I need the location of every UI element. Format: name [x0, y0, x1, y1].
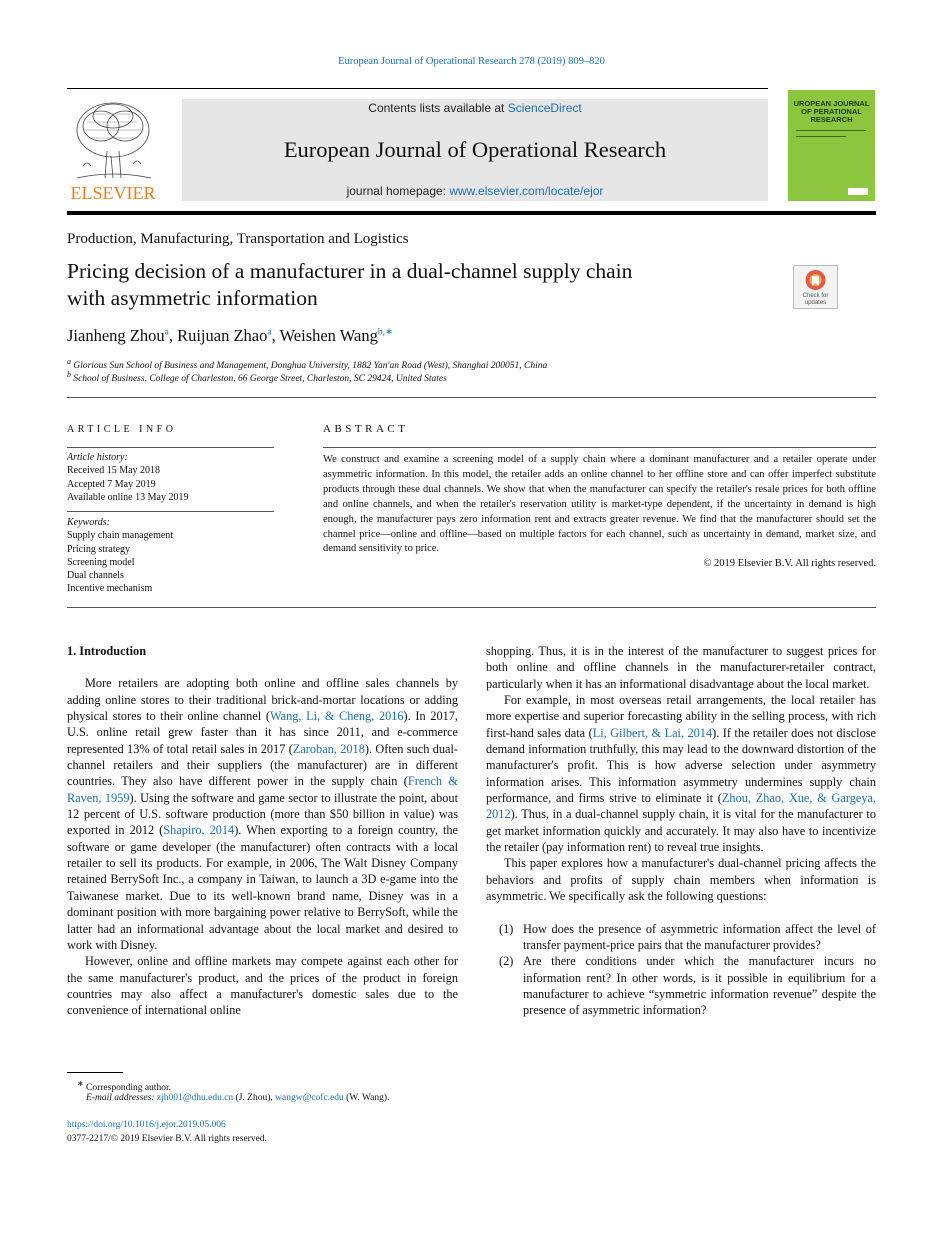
elsevier-tree-icon [67, 96, 160, 202]
elsevier-logo[interactable] [67, 96, 160, 202]
abstract-text: We construct and examine a screening model of a supply chain where a dominant manufacturer and a retailer operate under asymmetric information. In this model, the retailer adds an online channel to her offline store and can offer imperfect substitute products through these dual channels. We show that when the manufacturer can specify the retailer's resale prices for both offline and online channels, and when the retailer's reservation utility is market-type dependent, if the uncertainty in demand is high enough, the manufacturer pays zero information rent and extracts greater revenue. We find that the manufacturer should set the channel price—online and offline—based on multiple factors for each channel, such as uncertainty in demand, market size, and demand sensitivity to price. © 2019 Elsevier B.V. All rights reserved. [323, 453, 876, 572]
doi-link[interactable]: https://doi.org/10.1016/j.ejor.2019.05.006 [67, 1120, 226, 1130]
paragraph: shopping. Thus, it is in the interest of the manufacturer to suggest prices for both online and offline channels in the manufacturer-retailer contract, particularly when it has an informational disadvantage about the local market. [486, 644, 876, 691]
cover-logo [848, 188, 868, 195]
author-affiliation-link[interactable]: a [164, 327, 169, 338]
author-affiliation-link[interactable]: a [267, 327, 272, 338]
keyword: Pricing strategy [67, 543, 131, 555]
body-left-column [67, 643, 458, 1019]
homepage-link[interactable]: www.elsevier.com/locate/ejor [449, 184, 604, 198]
author-name: Ruijuan Zhao [177, 326, 268, 345]
reference-link[interactable]: French & Raven, 1959 [67, 774, 458, 805]
keyword: Screening model [67, 556, 135, 568]
keyword: Dual channels [67, 570, 124, 582]
article-title [67, 258, 767, 312]
header-rule [67, 88, 768, 89]
author-affiliation-link[interactable]: b,∗ [377, 327, 393, 338]
reference-link[interactable]: Shapiro, 2014 [163, 823, 235, 838]
paragraph: For example, in most overseas retail arrangements, the local retailer has more expertise and superior forecasting ability in the selling process, with rich first-hand sales data (Li, Gilbert, & Lai, 2014). If the retailer does not disclose demand information truthfully, this may lead to the downward distortion of the manufacturer's profit. This is how adverse selection under asymmetry information arises. This information asymmetry undermines supply chain performance, and firms strive to eliminate it (Zhou, Zhao, Xue, & Gargeya, 2012). Thus, in a dual-channel supply chain, it is vital for the manufacturer to get market information quickly and accurately. It may also have to incentivize the retailer (pay information rent) to reveal true insights. [486, 693, 876, 855]
header-thick-rule [67, 211, 876, 215]
check-for-updates-label: Check for updates [802, 293, 829, 306]
paragraph: More retailers are adopting both online and offline sales channels by adding online stores to their traditional brick-and-mortar locations or adding physical stores to their online channel (Wang, Li, & Cheng, 2016). In 2017, U.S. online retail grew faster than it has since 2011, and e-commerce represented 13% of total retail sales in 2017 (Zaroban, 2018). Often such dual-channel retailers and their suppliers (the manufacturer) are in different countries. They also have different power in the supply chain (French & Raven, 1959). Using the software and game sector to illustrate the point, about 12 percent of U.S. software production (more than $50 billion in value) was exported in 2012 (Shapiro, 2014). When exporting to a foreign country, the software or game developer (the manufacturer) often contracts with a local retailer to sell its products. For example, in 2006, The Walt Disney Company retained BerrySoft Inc., a company in Taiwan, to launch a 3D e-game into the Taiwanese market. Due to its well-known brand name, Disney was in a dominant position with more bargaining power relative to BerrySoft, while the latter had an informational advantage about the local market and desired to work with Disney. [67, 676, 459, 952]
available-date: Available online 13 May 2019 [67, 491, 189, 503]
journal-banner [182, 99, 768, 201]
bookmark-icon [794, 266, 837, 294]
elsevier-wordmark: ELSEVIER [70, 183, 156, 202]
question-number: (2) [499, 954, 514, 969]
section-label: Production, Manufacturing, Transportation and Logistics [67, 231, 409, 247]
reference-link[interactable]: Zhou, Zhao, Xue, & Gargeya, 2012 [486, 791, 876, 822]
homepage-line: journal homepage: www.elsevier.com/locate/ejor [346, 184, 604, 198]
keywords [67, 516, 173, 596]
article-title-line: Pricing decision of a manufacturer in a dual-channel supply chain [67, 259, 633, 283]
reference-link[interactable]: Wang, Li, & Cheng, 2016 [269, 709, 404, 724]
divider [67, 397, 876, 398]
paragraph: This paper explores how a manufacturer's dual-channel pricing affects the behaviors and profits of supply chain members when information is asymmetric. We specifically ask the following questions: [486, 856, 876, 904]
article-info-heading: ARTICLE INFO [67, 424, 177, 435]
body-right-column [486, 643, 876, 1019]
received-date: Received 15 May 2018 [67, 465, 161, 477]
abstract-copyright: © 2019 Elsevier B.V. All rights reserved. [703, 558, 876, 570]
cover-rule [796, 136, 846, 137]
cover-title: UROPEAN JOURNAL OF PERATIONAL RESEARCH [793, 99, 870, 124]
question-item: (1) How does the presence of asymmetric information affect the level of transfer payment-price pairs that the manufacturer provides? [499, 921, 876, 952]
corresponding-author-note: ∗ Corresponding author. [77, 1079, 171, 1094]
article-history [67, 451, 188, 504]
check-for-updates-button[interactable] [793, 265, 838, 309]
footnote-rule [67, 1072, 123, 1073]
keyword: Incentive mechanism [67, 583, 153, 595]
sciencedirect-link[interactable]: ScienceDirect [507, 101, 582, 115]
paragraph: However, online and offline markets may compete against each other for the same manufacturer's product, and the prices of the product in foreign countries may also affect a manufacturer's domestic sales due to the convenience of international online [67, 954, 458, 1018]
keyword: Supply chain management [67, 530, 174, 542]
section-heading: 1. Introduction [67, 644, 147, 658]
question-number: (1) [499, 921, 514, 936]
author-name: Jianheng Zhou [67, 326, 165, 345]
abstract-heading: ABSTRACT [323, 423, 409, 435]
divider [67, 511, 274, 512]
question-item: (2) Are there conditions under which the manufacturer incurs no information rent? In other words, is it possible in equilibrium for a manufacturer to achieve “symmetric information revenue” despite the presence of asymmetric information? [499, 954, 876, 1018]
keywords-label: Keywords: [67, 517, 110, 528]
affiliation: $^a$ Glorious Sun School of Business and Management, Donghua University, 1882 Yan'an Road (West), Shanghai 200051, China [67, 357, 548, 372]
divider [323, 447, 876, 448]
article-title-line: with asymmetric information [67, 286, 318, 310]
journal-title: European Journal of Operational Research [283, 137, 667, 162]
spacer [486, 905, 876, 921]
contents-line: Contents lists available at ScienceDirect [368, 101, 582, 115]
history-label: Article history: [67, 452, 128, 463]
divider [67, 607, 876, 608]
divider [67, 447, 274, 448]
author-name: Weishen Wang [279, 326, 378, 345]
issn-copyright: 0377-2217/© 2019 Elsevier B.V. All rights reserved. [67, 1134, 267, 1144]
accepted-date: Accepted 7 May 2019 [67, 478, 156, 490]
reference-link[interactable]: Zaroban, 2018 [292, 741, 365, 756]
cover-rule [796, 130, 866, 131]
email-link[interactable]: wangw@cofc.edu [275, 1093, 344, 1103]
journal-citation[interactable]: European Journal of Operational Research 278 (2019) 809–820 [338, 56, 605, 67]
author-list: Jianheng Zhou$^a$, Ruijuan Zhao$^a$, Weishen Wang$^{b,∗}$ [67, 326, 393, 345]
email-addresses: E-mail addresses: zjh001@dhu.edu.cn (J. Zhou), wangw@cofc.edu (W. Wang). [86, 1093, 390, 1103]
reference-link[interactable]: Li, Gilbert, & Lai, 2014 [592, 725, 713, 740]
affiliation: $^b$ School of Business, College of Charleston, 66 George Street, Charleston, SC 29424, United States [67, 370, 447, 385]
email-link[interactable]: zjh001@dhu.edu.cn [156, 1093, 234, 1103]
journal-cover-thumbnail[interactable] [788, 90, 875, 201]
